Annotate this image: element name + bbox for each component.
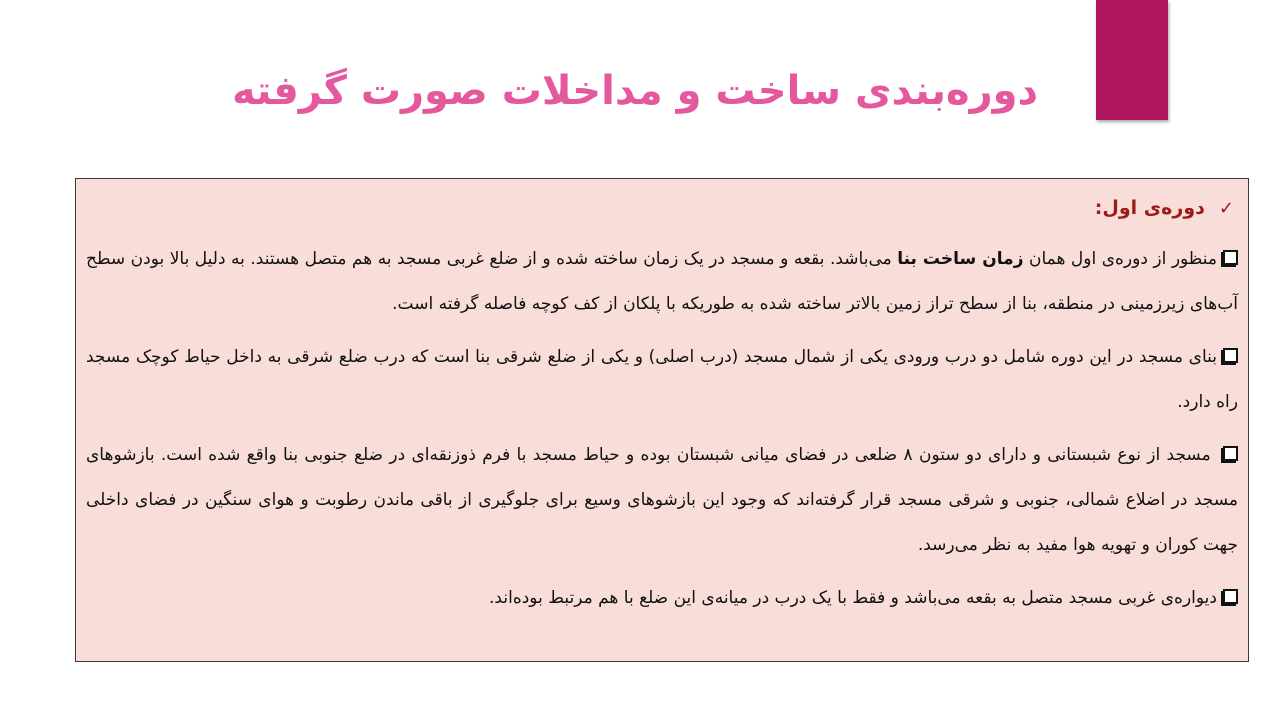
accent-bar [1096,0,1168,120]
paragraph-1-lead: منظور از دوره‌ی اول همان [1023,249,1217,269]
paragraph-2 [86,335,1238,425]
square-bullet-icon [1223,446,1238,461]
paragraph-1 [86,237,1238,327]
period-heading-label: دوره‌ی اول: [1094,197,1205,219]
paragraph-3-text: مسجد از نوع شبستانی و دارای دو ستون ۸ ضلعی در فضای میانی شبستان بوده و حیاط مسجد با فرم ذوزنقه‌ای در ضلع جنوبی بنا واقع شده است. بازشوهای مسجد در اضلاع شمالی، جنوبی و شرقی مسجد قرار گرفته‌اند که وجود این بازشوهای وسیع برای جلوگیری از باقی ماندن رطوبت و هوای سنگین در فضای داخلی جهت کوران و تهویه هوا مفید به نظر می‌رسد. [86,445,1238,555]
check-icon: ✓ [1218,197,1234,219]
paragraph-1-emphasis: زمان ساخت بنا [897,249,1024,269]
paragraph-4-text: دیواره‌ی غربی مسجد متصل به بقعه می‌باشد و فقط با یک درب در میانه‌ی این ضلع با هم مرتبط بوده‌اند. [489,588,1217,608]
period-heading [86,191,1238,225]
paragraph-4 [86,576,1238,621]
paragraph-3 [86,433,1238,568]
content-box [75,178,1249,662]
paragraph-1-rest: می‌باشد. بقعه و مسجد در یک زمان ساخته شده و از ضلع غربی مسجد به هم متصل هستند. به دلیل بالا بودن سطح آب‌های زیرزمینی در منطقه، بنا از سطح تراز زمین بالاتر ساخته شده به طوریکه با پلکان از کف کوچه فاصله گرفته است. [86,249,1238,314]
slide-title: دوره‌بندی ساخت و مداخلات صورت گرفته [231,68,1038,114]
square-bullet-icon [1223,250,1238,265]
paragraph-2-text: بنای مسجد در این دوره شامل دو درب ورودی یکی از شمال مسجد (درب اصلی) و یکی از ضلع شرقی بنا است که درب ضلع شرقی به داخل حیاط کوچک مسجد راه دارد. [86,347,1238,412]
square-bullet-icon [1223,348,1238,363]
square-bullet-icon [1223,589,1238,604]
